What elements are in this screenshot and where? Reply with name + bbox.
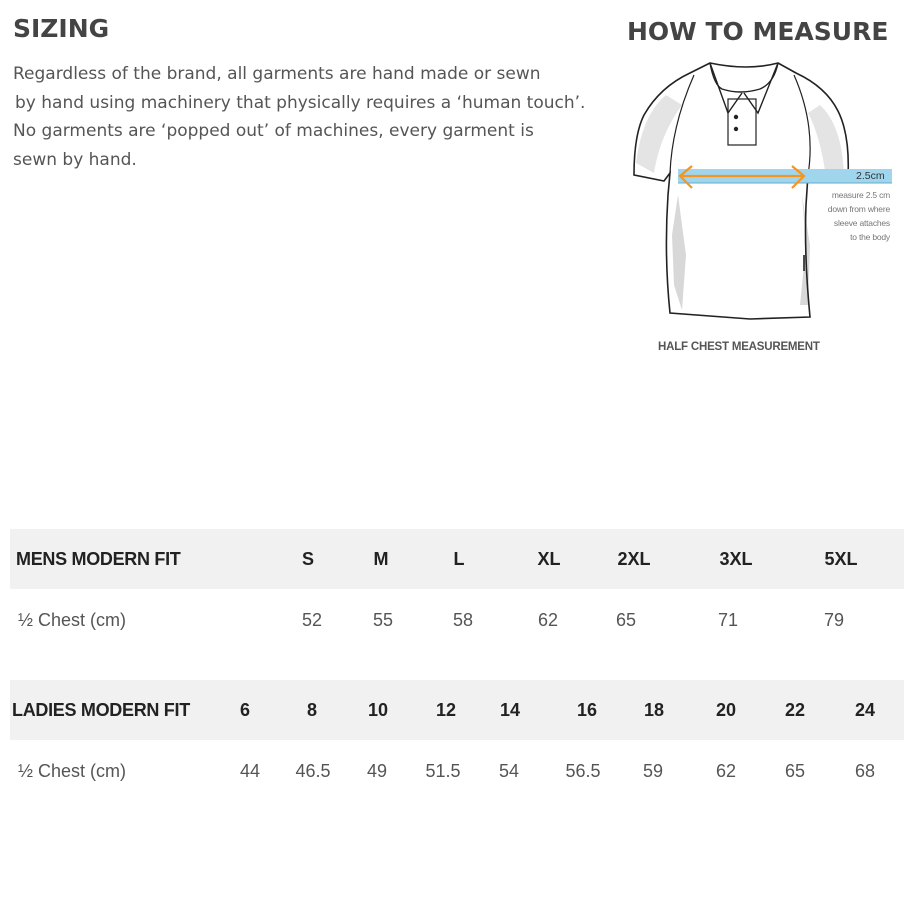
sizing-title: SIZING <box>13 14 110 43</box>
mens-size: 3XL <box>719 549 753 569</box>
mens-value: 62 <box>537 610 559 630</box>
mens-value: 58 <box>452 610 474 630</box>
measure-note-line: measure 2.5 cm <box>831 190 890 200</box>
mens-header-label: MENS MODERN FIT <box>16 549 181 569</box>
ladies-value: 54 <box>498 761 520 781</box>
ladies-size: 22 <box>784 700 806 720</box>
ladies-value: 65 <box>784 761 806 781</box>
ladies-header-row <box>10 680 904 740</box>
ladies-size: 10 <box>367 700 389 720</box>
ladies-size: 18 <box>643 700 665 720</box>
measure-note-line: sleeve attaches <box>833 218 890 228</box>
ladies-size: 16 <box>576 700 598 720</box>
mens-value: 71 <box>717 610 739 630</box>
sizing-description-line: No garments are ‘popped out’ of machines, every garment is <box>13 121 534 141</box>
mens-size: M <box>373 549 389 569</box>
sizing-description-line: by hand using machinery that physically requires a ‘human touch’. <box>15 92 586 113</box>
ladies-value: 59 <box>642 761 664 781</box>
half-chest-caption: HALF CHEST MEASUREMENT <box>658 341 820 353</box>
mens-value: 55 <box>372 610 394 630</box>
how-to-measure-title: HOW TO MEASURE <box>627 17 889 46</box>
ladies-size: 20 <box>715 700 737 720</box>
ladies-row-label: ½ Chest (cm) <box>18 761 127 781</box>
sizing-description <box>13 60 633 174</box>
ladies-value: 56.5 <box>565 761 601 781</box>
ladies-value: 44 <box>239 761 261 781</box>
how-to-measure-diagram <box>630 55 900 365</box>
ladies-value: 62 <box>715 761 737 781</box>
ladies-size: 8 <box>306 700 318 720</box>
mens-value: 65 <box>615 610 637 630</box>
mens-row-label: ½ Chest (cm) <box>18 610 127 630</box>
sizing-description-line: sewn by hand. <box>13 149 137 170</box>
ladies-value: 68 <box>854 761 876 781</box>
mens-value: 79 <box>823 610 845 630</box>
mens-size: S <box>301 549 315 569</box>
ladies-value: 49 <box>366 761 388 781</box>
measure-note-line: down from where <box>827 204 890 214</box>
ladies-value-row <box>10 741 904 801</box>
mens-size: 5XL <box>824 549 858 569</box>
sizing-description-line: Regardless of the brand, all garments are hand made or sewn <box>13 64 541 84</box>
measure-note-line: to the body <box>850 232 890 242</box>
mens-size: 2XL <box>617 549 651 569</box>
ladies-size: 6 <box>239 700 251 720</box>
mens-header-row <box>10 529 904 589</box>
offset-label: 2.5cm <box>856 170 885 182</box>
mens-size: XL <box>537 549 561 569</box>
ladies-size: 12 <box>435 700 457 720</box>
ladies-size: 24 <box>854 700 876 720</box>
ladies-size: 14 <box>499 700 521 720</box>
mens-value: 52 <box>301 610 323 630</box>
mens-size: L <box>453 549 465 569</box>
ladies-header-label: LADIES MODERN FIT <box>12 700 190 720</box>
measure-note <box>780 188 890 244</box>
ladies-value: 51.5 <box>425 761 461 781</box>
ladies-value: 46.5 <box>295 761 331 781</box>
mens-value-row <box>10 590 904 650</box>
